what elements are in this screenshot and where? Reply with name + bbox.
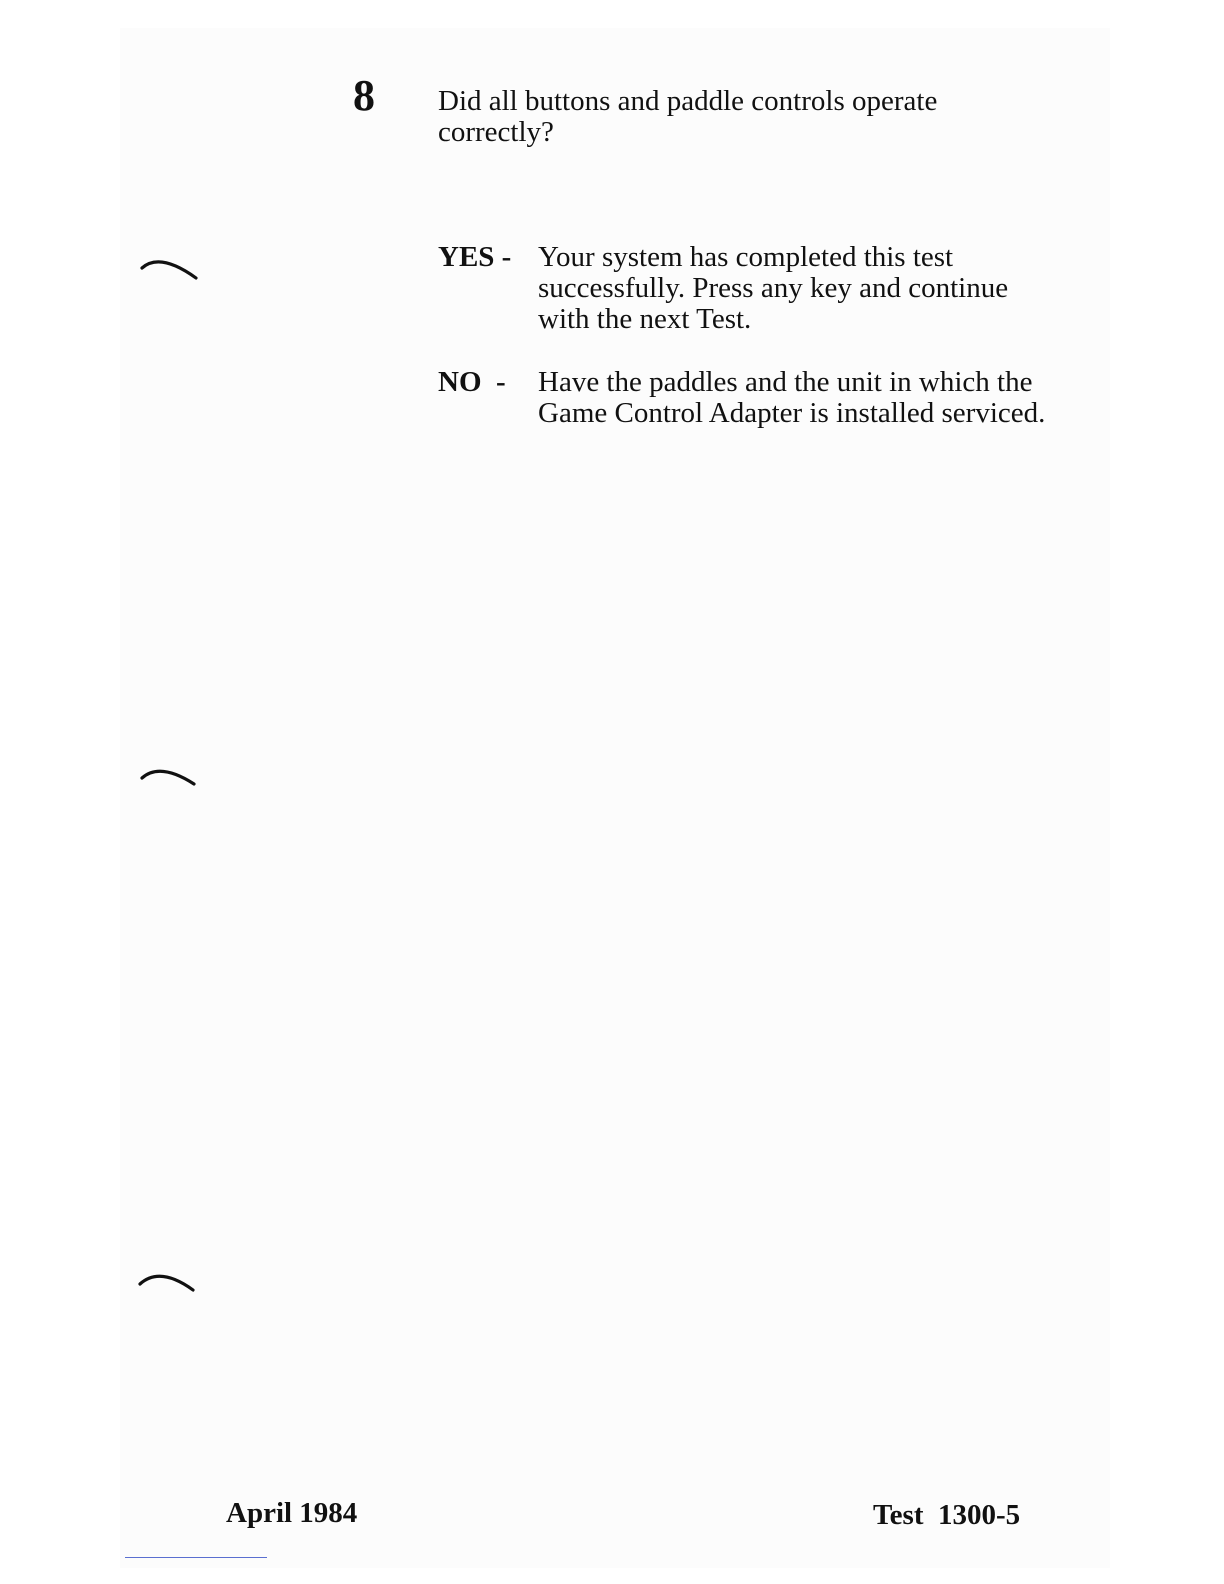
no-answer-text: Have the paddles and the unit in which the Game Control Adapter is installed serviced. [538,366,1046,429]
footer-date: April 1984 [226,1497,358,1529]
no-label: NO - [438,366,506,398]
punch-hole-icon [138,248,198,282]
footer-page-label: Test 1300-5 [873,1499,1021,1531]
yes-label: YES - [438,241,512,273]
step-question: Did all buttons and paddle controls operate correctly? [438,85,938,148]
scan-edge-line [125,1557,267,1558]
punch-hole-icon [138,758,198,792]
punch-hole-icon [138,1262,198,1296]
yes-answer-text: Your system has completed this test successfully. Press any key and continue with the next Test. [538,241,1009,335]
step-number: 8 [353,71,375,120]
